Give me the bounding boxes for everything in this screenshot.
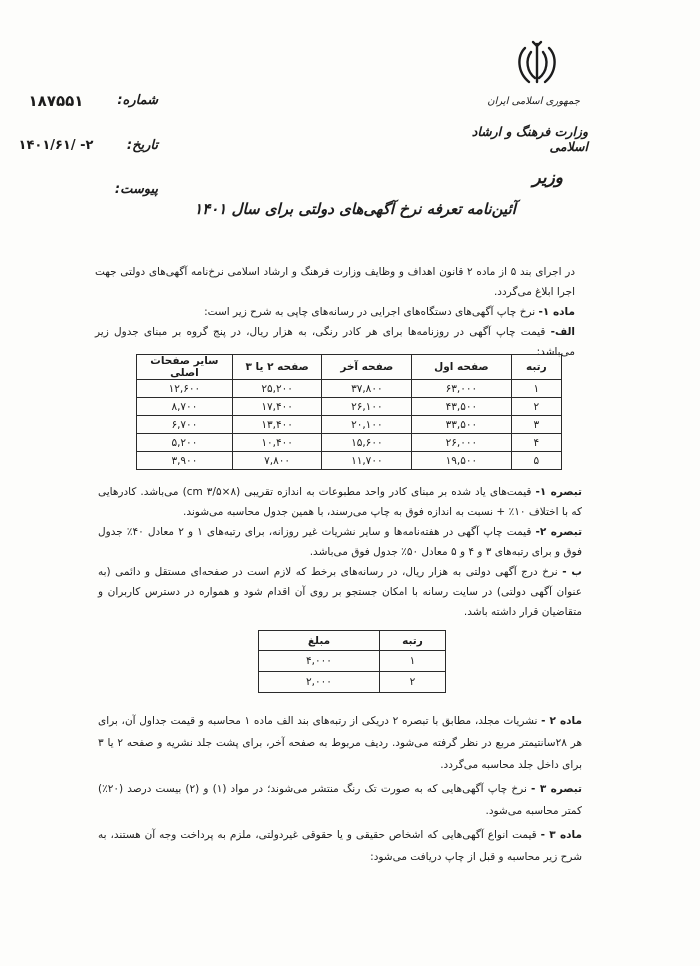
table-cell: ۳۷,۸۰۰ [322, 380, 412, 398]
note-2-label: تبصره ۲- [535, 526, 583, 538]
clause-alef-text: قیمت چاپ آگهی در روزنامه‌ها برای هر کادر رنگی، به هزار ریال، در پنج گروه بر مبنای جدول زیر می‌باشد: [95, 326, 575, 358]
table-cell: ۱ [511, 380, 561, 398]
intro-paragraph: در اجرای بند ۵ از ماده ۲ قانون اهداف و وظایف وزارت فرهنگ و ارشاد اسلامی نرخ‌نامه آگهی‌های دولتی جهت اجرا ابلاغ می‌گردد. [95, 266, 575, 298]
price-table-online [258, 630, 446, 693]
table-cell: ۱۵,۶۰۰ [322, 434, 412, 452]
letter-date-label: تاریخ: [126, 138, 158, 153]
table-header-cell: مبلغ [259, 631, 380, 651]
attachment-label: پیوست: [114, 182, 158, 197]
note-3 [98, 778, 582, 822]
note-2 [98, 522, 582, 562]
table-cell: ۱۷,۴۰۰ [232, 398, 322, 416]
article-2 [98, 710, 582, 776]
document-title: آئین‌نامه تعرفه نرخ آگهی‌های دولتی برای سال ۱۴۰۱ [194, 200, 516, 218]
org-line-country: جمهوری اسلامی ایران [487, 96, 580, 107]
table-header-cell: صفحه ۲ یا ۳ [232, 355, 322, 380]
table-cell: ۶۳,۰۰۰ [412, 380, 511, 398]
note-3-label: تبصره ۳ - [531, 783, 582, 795]
iran-emblem-icon [513, 38, 561, 90]
article-1-text: نرخ چاپ آگهی‌های دستگاه‌های اجرایی در رسانه‌های چاپی به شرح زیر است: [204, 306, 536, 318]
table-header-cell: رتبه [379, 631, 445, 651]
table-cell: ۲,۰۰۰ [259, 672, 380, 693]
table-header-cell: صفحه آخر [322, 355, 412, 380]
table-cell: ۶,۷۰۰ [137, 416, 233, 434]
table-cell: ۱۹,۵۰۰ [412, 452, 511, 470]
table-cell: ۲۰,۱۰۰ [322, 416, 412, 434]
table-row [137, 398, 562, 416]
table-cell: ۲۵,۲۰۰ [232, 380, 322, 398]
clause-be [98, 562, 582, 622]
note-3-text: نرخ چاپ آگهی‌هایی که به صورت تک رنگ منتشر می‌شوند؛ در مواد (۱) و (۲) بیست درصد (۲۰٪) کمتر محاسبه می‌شود. [98, 783, 582, 817]
table-header-cell: صفحه اول [412, 355, 511, 380]
table-row [137, 452, 562, 470]
table-cell: ۱۱,۷۰۰ [322, 452, 412, 470]
letter-date: ۱۴۰۱/۶۱/ -۲ [18, 138, 94, 153]
table-header-cell: سایر صفحات اصلی [137, 355, 233, 380]
table-cell: ۷,۸۰۰ [232, 452, 322, 470]
article-3-label: ماده ۳ - [540, 829, 583, 841]
table-cell: ۱۳,۴۰۰ [232, 416, 322, 434]
table-cell: ۳,۹۰۰ [137, 452, 233, 470]
note-2-text: قیمت چاپ آگهی در هفته‌نامه‌ها و سایر نشریات غیر روزانه، برای رتبه‌های ۱ و ۲ معادل ۴۰٪ جدول فوق و برای رتبه‌های ۳ و ۴ و ۵ معادل ۵۰٪ جدول فوق می‌باشد. [98, 526, 582, 558]
table-cell: ۳۳,۵۰۰ [412, 416, 511, 434]
article-1 [95, 302, 575, 322]
article-3-text: قیمت انواع آگهی‌هایی که اشخاص حقیقی و یا حقوقی غیردولتی، ملزم به پرداخت وجه آن هستند، به شرح زیر محاسبه و قبل از چاپ دریافت می‌شود: [98, 829, 582, 863]
table-header-row [259, 631, 446, 651]
note-1-label: تبصره ۱- [535, 486, 582, 498]
table-cell: ۵ [511, 452, 561, 470]
table-cell: ۵,۲۰۰ [137, 434, 233, 452]
table-cell: ۱ [379, 651, 445, 672]
note-1-text: قیمت‌های یاد شده بر مبنای کادر واحد مطبوعات به اندازه تقریبی (۸×۳/۵ cm) می‌باشد. کادرهایی که با اختلاف ۱۰٪ + نسبت به اندازه فوق به چاپ می‌رسند، با همین جدول محاسبه می‌شوند. [98, 486, 582, 518]
table-cell: ۴۳,۵۰۰ [412, 398, 511, 416]
article-3 [98, 824, 582, 868]
table-row [259, 651, 446, 672]
table-cell: ۲ [379, 672, 445, 693]
clause-alef-label: الف- [550, 326, 576, 338]
table-row [137, 434, 562, 452]
org-line-ministry: وزارت فرهنگ و ارشاد اسلامی [471, 124, 588, 154]
article-2-label: ماده ۲ - [541, 715, 583, 727]
table-row [259, 672, 446, 693]
table-header-row [137, 355, 562, 380]
table-cell: ۲۶,۰۰۰ [412, 434, 511, 452]
table-cell: ۱۲,۶۰۰ [137, 380, 233, 398]
table-cell: ۲۶,۱۰۰ [322, 398, 412, 416]
table-cell: ۱۰,۴۰۰ [232, 434, 322, 452]
table-row [137, 380, 562, 398]
table-cell: ۴,۰۰۰ [259, 651, 380, 672]
letter-number-label: شماره: [117, 93, 158, 108]
table-header-cell: رتبه [511, 355, 561, 380]
table-row [137, 416, 562, 434]
clause-be-text: نرخ درج آگهی دولتی به هزار ریال، در رسانه‌های برخط که لازم است در صفحه‌ای مستقل و دائمی (به عنوان آگهی دولتی) در سایت رسانه با امکان جستجو بر روی آن اقدام شود و همواره در دسترس کاربران و متقاضیان قرار داشته باشد. [98, 566, 582, 618]
price-table-print [136, 354, 562, 470]
note-1 [98, 482, 582, 522]
article-2-text: نشریات مجلد، مطابق با تبصره ۲ دریکی از رتبه‌های بند الف ماده ۱ محاسبه و قیمت جداول آن، برای هر ۲۸سانتیمتر مربع در نظر گرفته می‌شود. ردیف مربوط به صفحه آخر، برای پشت جلد نشریه و صفحه ۲ یا ۳ برای داخل جلد محاسبه می‌گردد. [98, 715, 583, 771]
table-cell: ۸,۷۰۰ [137, 398, 233, 416]
org-line-minister: وزیر [532, 168, 563, 188]
table-cell: ۴ [511, 434, 561, 452]
clause-be-label: ب - [562, 566, 582, 578]
table-cell: ۳ [511, 416, 561, 434]
article-1-label: ماده ۱- [538, 306, 575, 318]
table-cell: ۲ [511, 398, 561, 416]
letter-number: ۱۸۷۵۵۱ [28, 92, 84, 110]
